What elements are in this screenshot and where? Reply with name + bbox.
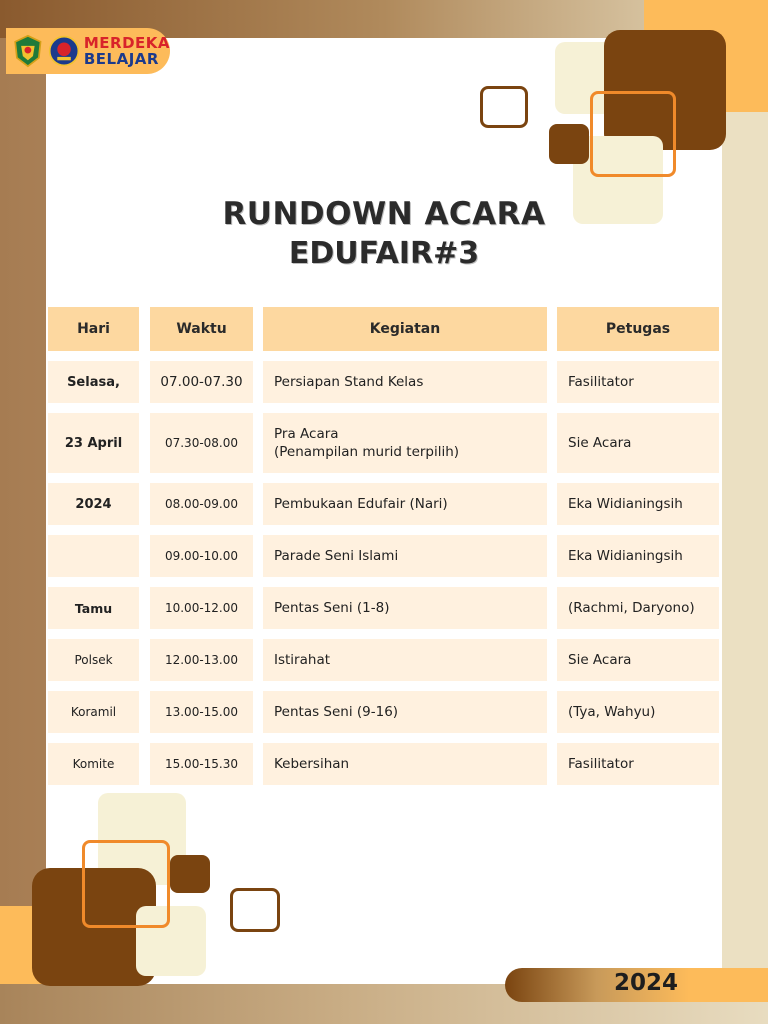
table-cell-hari: Selasa, (48, 361, 139, 403)
table-header-hari: Hari (48, 307, 139, 351)
table-cell-petugas: (Rachmi, Daryono) (557, 587, 719, 629)
deco-orange-outline-square (590, 91, 676, 177)
table-cell-kegiatan: Pembukaan Edufair (Nari) (263, 483, 547, 525)
logo-line-1: MERDEKA (83, 33, 170, 52)
table-cell-hari (48, 535, 139, 577)
table-cell-waktu: 10.00-12.00 (150, 587, 253, 629)
logo-bar (6, 28, 170, 74)
deco-brown-outline-square (480, 86, 528, 128)
table-header-kegiatan: Kegiatan (263, 307, 547, 351)
deco-brown-square-small (549, 124, 589, 164)
page-subtitle: EDUFAIR#3 (288, 236, 480, 271)
logo-line-2: BELAJAR (83, 49, 159, 68)
table-cell-hari: Polsek (48, 639, 139, 681)
deco-brown-square-small (170, 855, 210, 893)
kegiatan-main: Pra Acara (274, 425, 339, 442)
table-cell-waktu: 12.00-13.00 (150, 639, 253, 681)
page-title: RUNDOWN ACARA (222, 196, 546, 232)
table-cell-waktu: 13.00-15.00 (150, 691, 253, 733)
footer-year: 2024 (614, 970, 679, 996)
table-cell-kegiatan: Pentas Seni (1-8) (263, 587, 547, 629)
table-cell-hari: 2024 (48, 483, 139, 525)
kegiatan-detail: (Penampilan murid terpilih) (274, 444, 460, 460)
table-cell-hari: 23 April (48, 413, 139, 473)
province-emblem-icon (11, 31, 45, 71)
table-cell-waktu: 09.00-10.00 (150, 535, 253, 577)
table-header-waktu: Waktu (150, 307, 253, 351)
table-cell-kegiatan: Istirahat (263, 639, 547, 681)
table-cell-petugas: Fasilitator (557, 743, 719, 785)
table-cell-kegiatan: Kebersihan (263, 743, 547, 785)
table-cell-hari: Komite (48, 743, 139, 785)
table-cell-waktu: 07.30-08.00 (150, 413, 253, 473)
table-cell-kegiatan (263, 413, 547, 473)
table-cell-petugas: Eka Widianingsih (557, 483, 719, 525)
table-cell-petugas: Sie Acara (557, 413, 719, 473)
table-cell-hari: Tamu (48, 587, 139, 629)
table-cell-hari: Koramil (48, 691, 139, 733)
table-cell-waktu: 07.00-07.30 (150, 361, 253, 403)
school-emblem-icon (48, 32, 80, 70)
table-header-petugas: Petugas (557, 307, 719, 351)
table-cell-petugas: (Tya, Wahyu) (557, 691, 719, 733)
table-cell-kegiatan: Parade Seni Islami (263, 535, 547, 577)
table-cell-waktu: 15.00-15.30 (150, 743, 253, 785)
deco-orange-outline-square (82, 840, 170, 928)
table-cell-petugas: Eka Widianingsih (557, 535, 719, 577)
deco-brown-outline-square (230, 888, 280, 932)
table-cell-petugas: Sie Acara (557, 639, 719, 681)
table-cell-waktu: 08.00-09.00 (150, 483, 253, 525)
table-cell-petugas: Fasilitator (557, 361, 719, 403)
table-cell-kegiatan: Pentas Seni (9-16) (263, 691, 547, 733)
merdeka-belajar-logo (83, 33, 170, 68)
table-cell-kegiatan: Persiapan Stand Kelas (263, 361, 547, 403)
